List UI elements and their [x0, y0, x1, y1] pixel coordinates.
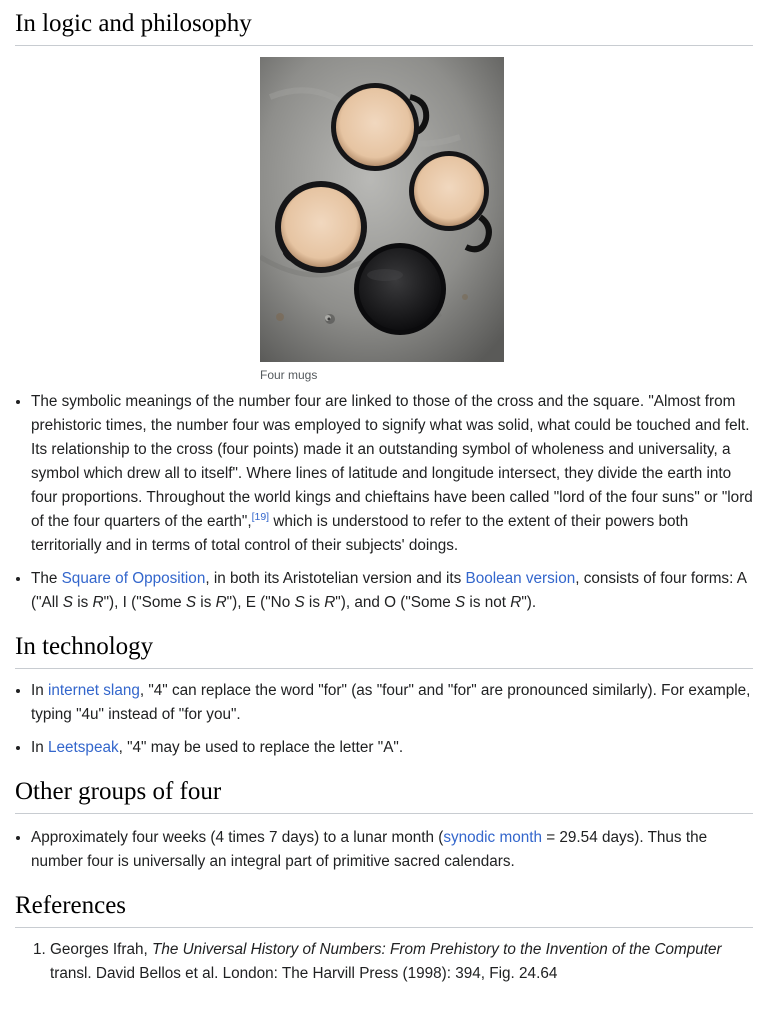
- link-synodic-month[interactable]: synodic month: [443, 829, 542, 846]
- link-leetspeak[interactable]: Leetspeak: [48, 739, 119, 756]
- four-mugs-image[interactable]: [260, 57, 504, 362]
- section-heading-references: References: [15, 883, 753, 928]
- link-boolean-version[interactable]: Boolean version: [465, 570, 576, 587]
- figure-caption: Four mugs: [260, 368, 318, 382]
- italic-r: R: [215, 594, 227, 611]
- text: is: [196, 594, 216, 611]
- figure-four-mugs: [15, 57, 753, 383]
- text: , "4" may be used to replace the letter "A".: [118, 739, 404, 756]
- italic-r: R: [92, 594, 104, 611]
- text: ").: [521, 594, 537, 611]
- reference-item: [50, 938, 753, 986]
- list-item: [31, 390, 753, 558]
- text: Approximately four weeks (4 times 7 days) to a lunar month (: [31, 829, 444, 846]
- list-item: [31, 679, 753, 727]
- text: is: [72, 594, 93, 611]
- link-square-of-opposition[interactable]: Square of Opposition: [61, 570, 206, 587]
- text: transl. David Bellos et al. London: The Harvill Press (1998): 394, Fig. 24.64: [50, 965, 558, 982]
- list-item: [31, 567, 753, 615]
- text: , "4" can replace the word "for" (as "four" and "for" are pronounced similarly). For example, typing "4u" instead of "for you".: [31, 682, 751, 723]
- text: is: [304, 594, 325, 611]
- text: Georges Ifrah,: [50, 941, 153, 958]
- text: "), and O ("Some: [335, 594, 455, 611]
- paragraph-text-tail: which is understood to refer to the extent of their powers both territorially and in terms of total control of their subjects' doings.: [31, 513, 689, 554]
- italic-s: S: [62, 594, 73, 611]
- italic-s: S: [185, 594, 197, 611]
- list-logic: [15, 390, 753, 615]
- section-heading-other-groups: Other groups of four: [15, 769, 753, 814]
- text: "), E ("No: [226, 594, 295, 611]
- italic-s: S: [294, 594, 305, 611]
- link-internet-slang[interactable]: internet slang: [48, 682, 140, 699]
- text: = 29.54 days). Thus the number four is universally an integral part of primitive sacred calendars.: [31, 829, 708, 870]
- italic-r: R: [510, 594, 522, 611]
- text: , consists of four forms: A ("All: [31, 570, 747, 611]
- citation-link-19[interactable]: [19]: [251, 511, 270, 523]
- text: In: [31, 682, 49, 699]
- text: , in both its Aristotelian version and its: [205, 570, 466, 587]
- list-other-groups: [15, 826, 753, 874]
- list-item: [31, 826, 753, 874]
- text: The: [31, 570, 62, 587]
- text: is not: [465, 594, 511, 611]
- italic-s: S: [454, 594, 466, 611]
- text: "), I ("Some: [103, 594, 186, 611]
- section-heading-technology: In technology: [15, 624, 753, 669]
- section-heading-logic: In logic and philosophy: [15, 0, 753, 46]
- reference-title: The Universal History of Numbers: From Prehistory to the Invention of the Computer: [152, 941, 722, 958]
- list-item: [31, 736, 753, 760]
- italic-r: R: [324, 594, 336, 611]
- list-technology: [15, 679, 753, 760]
- list-references: [15, 938, 753, 986]
- paragraph-text: The symbolic meanings of the number four are linked to those of the cross and the square. "Almost from prehistoric times, the number four was employed to signify what was solid, what could be touched and felt. Its relationship to the cross (four points) made it an outstanding symbol of wholeness and universality, a symbol which drew all to itself". Where lines of latitude and longitude intersect, they divide the earth into four proportions. Throughout the world kings and chieftains have been called "lord of the four suns" or "lord of the four quarters of the earth",: [31, 393, 753, 530]
- text: In: [31, 739, 49, 756]
